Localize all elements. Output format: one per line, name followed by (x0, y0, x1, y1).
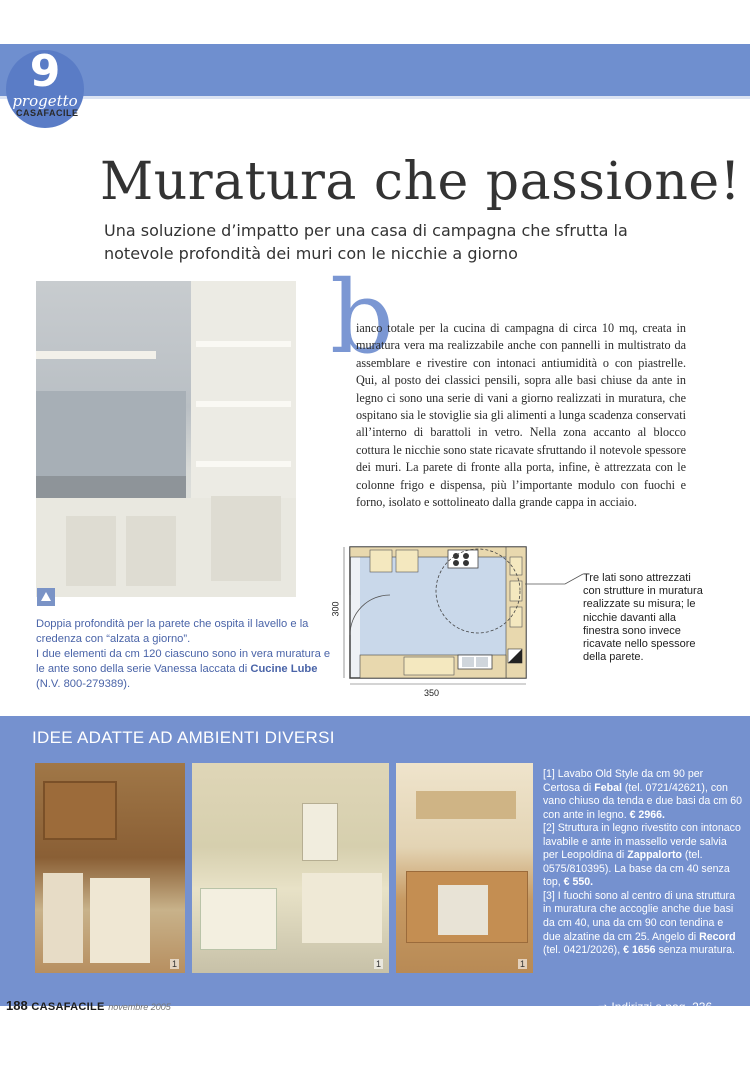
idea-item-3-brand: Record (699, 930, 736, 943)
idea-item-1-text: Lavabo Old Style da cm 90 per Certosa di (543, 768, 704, 794)
ideas-description (543, 768, 743, 958)
idea2-oven (302, 803, 338, 861)
idea-item-2-contact: (tel. 0575/810395). La base da cm 40 senza top, (543, 849, 730, 889)
idea2-base-unit (200, 888, 277, 950)
ideas-section-title: IDEE ADATTE AD AMBIENTI DIVERSI (32, 728, 335, 747)
page-footer (6, 998, 171, 1013)
width-dimension-line (348, 681, 528, 687)
section-badge (6, 46, 84, 128)
article-body: ianco totale per la cucina di campagna di circa 10 mq, creata in muratura vera ma realizzabile anche con pannelli in multistrato da assemblare e rivestire con intonaci antiumidità o con piastrelle. Qui, al posto dei classici pensili, sopra alle basi chiuse da ante in legno ci sono una serie di vani a giorno realizzati in muratura, che ospitano sia le stoviglie sia gli alimenti a lunga scadenza conservati all’interno di barattoli in vetro. Nella zona accanto al blocco cottura le nicchie sono state ricavate sfruttando il notevole spessore dei muri. La parete di fronte alla porta, infine, è attrezzata con le colonne frigo e dispensa, più l’importante modulo con fuochi e forno, isolato e sottolineato dalla grande cappa in acciaio. (356, 321, 686, 510)
idea-item-1-brand: Febal (594, 781, 622, 794)
idea-photo-3 (396, 763, 533, 973)
idea-item-1-price: € 2966. (629, 808, 665, 821)
footer-date: novembre 2005 (108, 1002, 171, 1012)
idea-item-3 (543, 890, 743, 958)
page-number: 188 (6, 998, 28, 1013)
idea-photo-2-label: 1 (375, 959, 381, 969)
idea-item-3-num: [3] (543, 889, 555, 902)
idea-item-2 (543, 822, 743, 890)
cabinet-door-3 (211, 496, 281, 581)
idea-item-2-brand: Zappalorto (627, 849, 682, 862)
badge-number: 9 (29, 46, 61, 97)
badge-word: progetto (12, 92, 78, 110)
header-band (0, 44, 750, 96)
caption-brand: Cucine Lube (250, 663, 318, 675)
idea-item-3-contact: (tel. 0421/2026), (543, 944, 624, 957)
plan-height-label: 300 (330, 601, 341, 617)
footer-magazine: CASAFACILE (31, 1001, 105, 1013)
caption-line-2: I due elementi da cm 120 ciascuno sono in vera muratura e le ante sono della serie Vanessa laccata di (36, 648, 331, 675)
idea1-wall-cabinet (43, 781, 117, 840)
page-subtitle: Una soluzione d’impatto per una casa di campagna che sfrutta la notevole profondità dei muri con le nicchie a giorno (104, 221, 628, 263)
idea-item-3-tail: senza muratura. (655, 944, 736, 957)
kitchen-photo (36, 281, 296, 597)
floor-plan (348, 545, 528, 680)
idea-item-2-price: € 550. (563, 876, 594, 889)
caption-line-1: Doppia profondità per la parete che ospita il lavello e la credenza con “alzata a giorno”. (36, 618, 309, 645)
drop-cap: b (330, 259, 395, 376)
idea-photo-3-label: 1 (519, 959, 525, 969)
idea-item-1-num: [1] (543, 768, 555, 780)
idea-item-2-num: [2] (543, 822, 555, 835)
header-band-line (0, 96, 750, 99)
idea-item-1 (543, 768, 743, 822)
idea-photo-2 (192, 763, 389, 973)
idea-photo-1-label: 1 (171, 959, 177, 969)
cabinet-door-2 (126, 516, 176, 586)
idea-photo-1 (35, 763, 185, 973)
addresses-link-label: Indirizzi a pag. 236 (611, 1000, 713, 1014)
idea3-curtain (438, 885, 488, 935)
arrow-right-icon: ➡ (598, 1000, 609, 1014)
niche-shelf-3 (196, 461, 291, 467)
page-title: Muratura che passione! (100, 152, 742, 212)
idea1-masonry-niche (43, 873, 83, 963)
idea3-hood (416, 791, 516, 819)
idea-item-3-text: I fuochi sono al centro di una struttura in muratura che accoglie anche due basi da cm 40, una da cm 90 con tendina e due alzatine da cm 25. Angelo di (543, 889, 735, 943)
height-dimension-line (340, 545, 348, 680)
niche-shelf-2 (196, 401, 291, 407)
caption-marker-icon (41, 592, 51, 601)
idea1-curtain (90, 878, 150, 963)
cabinet-door-1 (66, 516, 116, 586)
idea2-cabinets (302, 873, 382, 943)
idea-item-1-contact: (tel. 0721/42621), con vano chiuso da tenda e due basi da cm 60 con ante in legno. (543, 781, 743, 821)
idea-item-3-price: € 1656 (623, 944, 656, 957)
caption-phone: (N.V. 800-279389). (36, 678, 131, 690)
sink (36, 476, 186, 498)
plan-note: Tre lati sono attrezzati con strutture in muratura realizzate su misura; le nicchie davanti alla finestra sono invece ricavate nello spessore della parete. (583, 572, 703, 664)
plan-width-label: 350 (424, 688, 440, 698)
badge-brand: CASAFACILE (16, 108, 79, 118)
photo-caption (36, 617, 336, 692)
addresses-link[interactable] (598, 1000, 712, 1014)
idea-item-2-text: Struttura in legno rivestito con intonaco lavabile e ante in massello verde salvia per Leopoldina di (543, 822, 741, 862)
wall-shelf (36, 351, 156, 359)
niche-shelf-1 (196, 341, 291, 347)
